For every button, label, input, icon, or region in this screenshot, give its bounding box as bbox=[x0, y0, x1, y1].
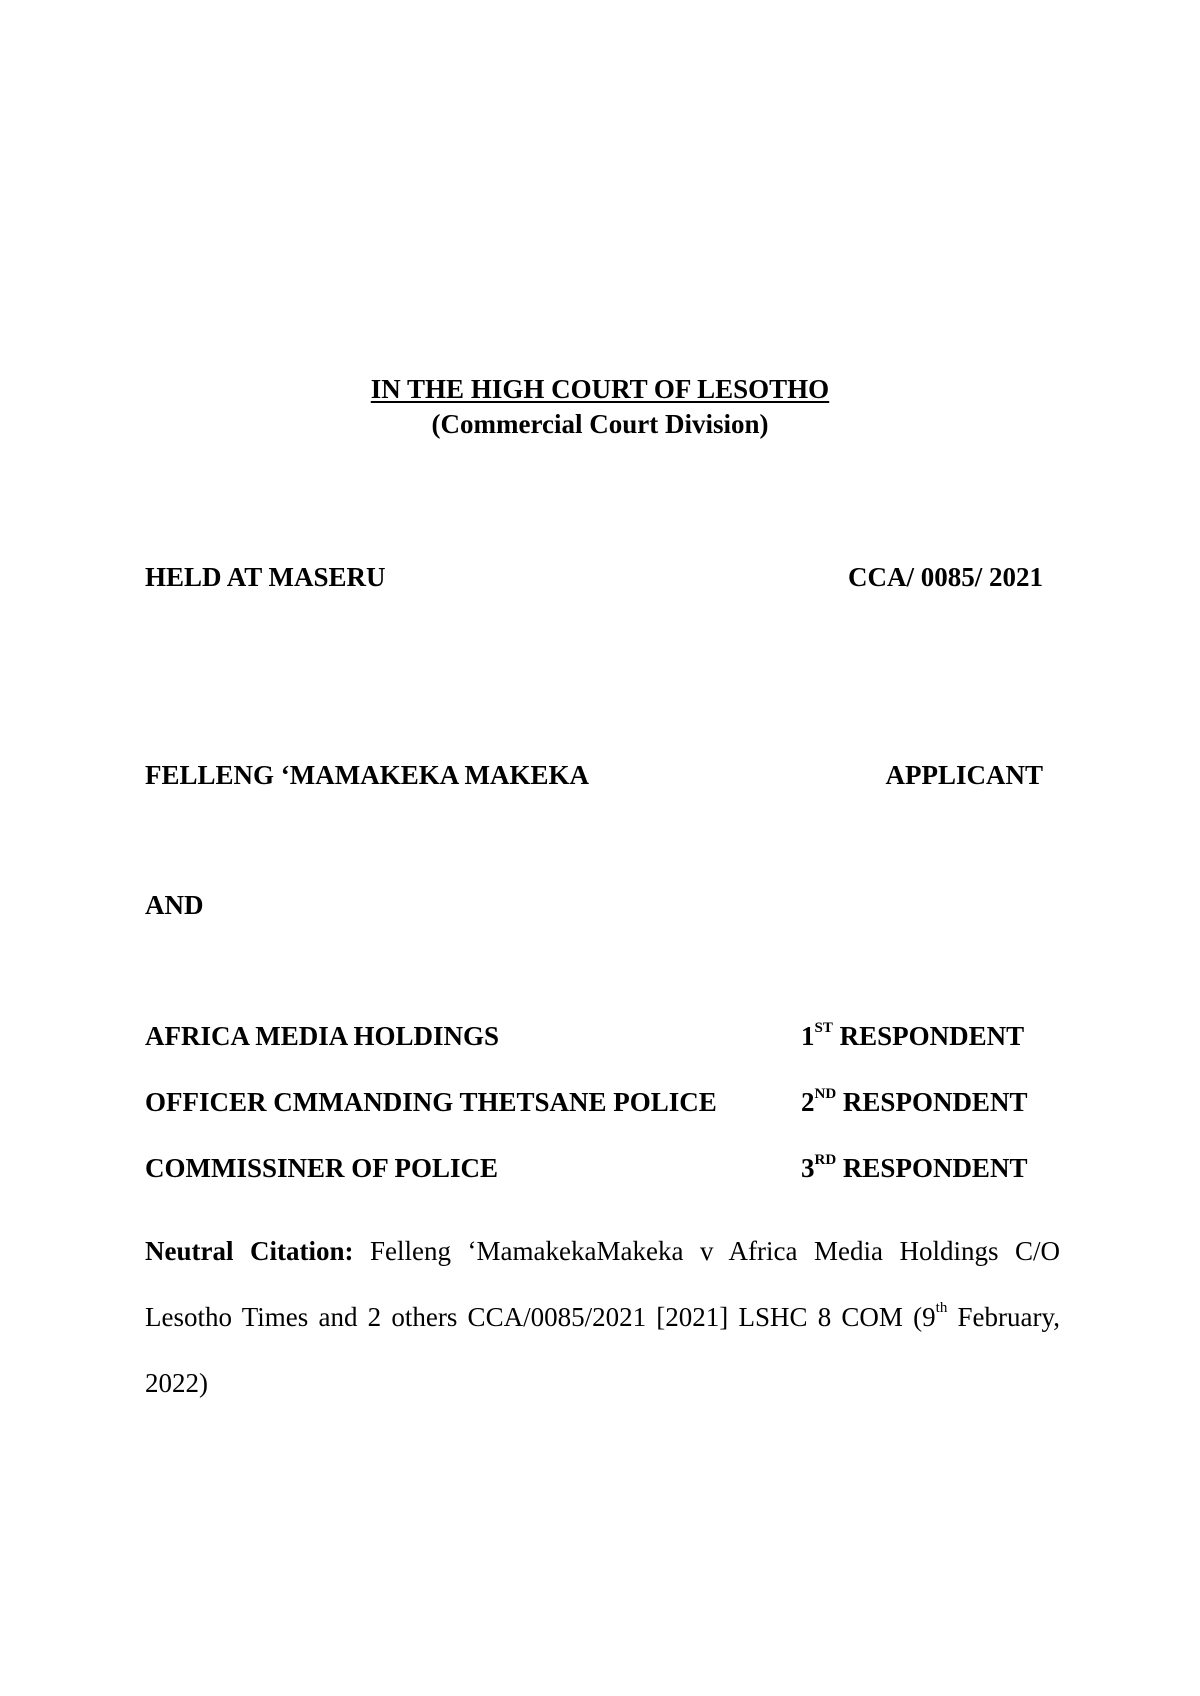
held-place: HELD AT MASERU bbox=[145, 562, 386, 592]
respondent-role-label: RESPONDENT bbox=[836, 1087, 1028, 1117]
applicant-name: FELLENG ‘MAMAKEKA MAKEKA bbox=[145, 760, 589, 790]
respondent-ordinal: 3 bbox=[801, 1153, 815, 1183]
citation-date: February, 2022) bbox=[145, 1302, 1061, 1398]
respondent-ordinal-suffix: RD bbox=[814, 1152, 837, 1168]
respondent-ordinal-suffix: ST bbox=[814, 1020, 833, 1036]
respondent-ordinal: 1 bbox=[801, 1021, 815, 1051]
citation-label: Neutral Citation: bbox=[145, 1236, 354, 1266]
respondent-role-label: RESPONDENT bbox=[832, 1021, 1025, 1051]
respondent-name: OFFICER CMMANDING THETSANE POLICE bbox=[145, 1087, 717, 1117]
respondent-role bbox=[801, 1085, 1027, 1119]
case-number: CCA/ 0085/ 2021 bbox=[848, 562, 1043, 592]
court-division: (Commercial Court Division) bbox=[431, 409, 769, 439]
applicant-role: APPLICANT bbox=[885, 760, 1043, 790]
respondent-ordinal-suffix: ND bbox=[814, 1086, 837, 1102]
citation-superscript: th bbox=[935, 1300, 948, 1316]
citation-text: Felleng ‘MamakekaMakeka v Africa Media Holdings C/O Lesotho Times and 2 others CCA/0085/2021 [2021] LSHC 8 COM (9 bbox=[145, 1236, 1060, 1332]
court-title: IN THE HIGH COURT OF LESOTHO bbox=[370, 374, 830, 404]
conjunction: AND bbox=[145, 890, 204, 920]
respondent-ordinal: 2 bbox=[801, 1087, 815, 1117]
respondent-role bbox=[801, 1019, 1024, 1053]
respondent-name: COMMISSINER OF POLICE bbox=[145, 1153, 499, 1183]
neutral-citation bbox=[145, 1218, 1060, 1416]
respondent-name: AFRICA MEDIA HOLDINGS bbox=[145, 1021, 500, 1051]
respondent-role bbox=[801, 1151, 1027, 1185]
respondent-role-label: RESPONDENT bbox=[836, 1153, 1028, 1183]
